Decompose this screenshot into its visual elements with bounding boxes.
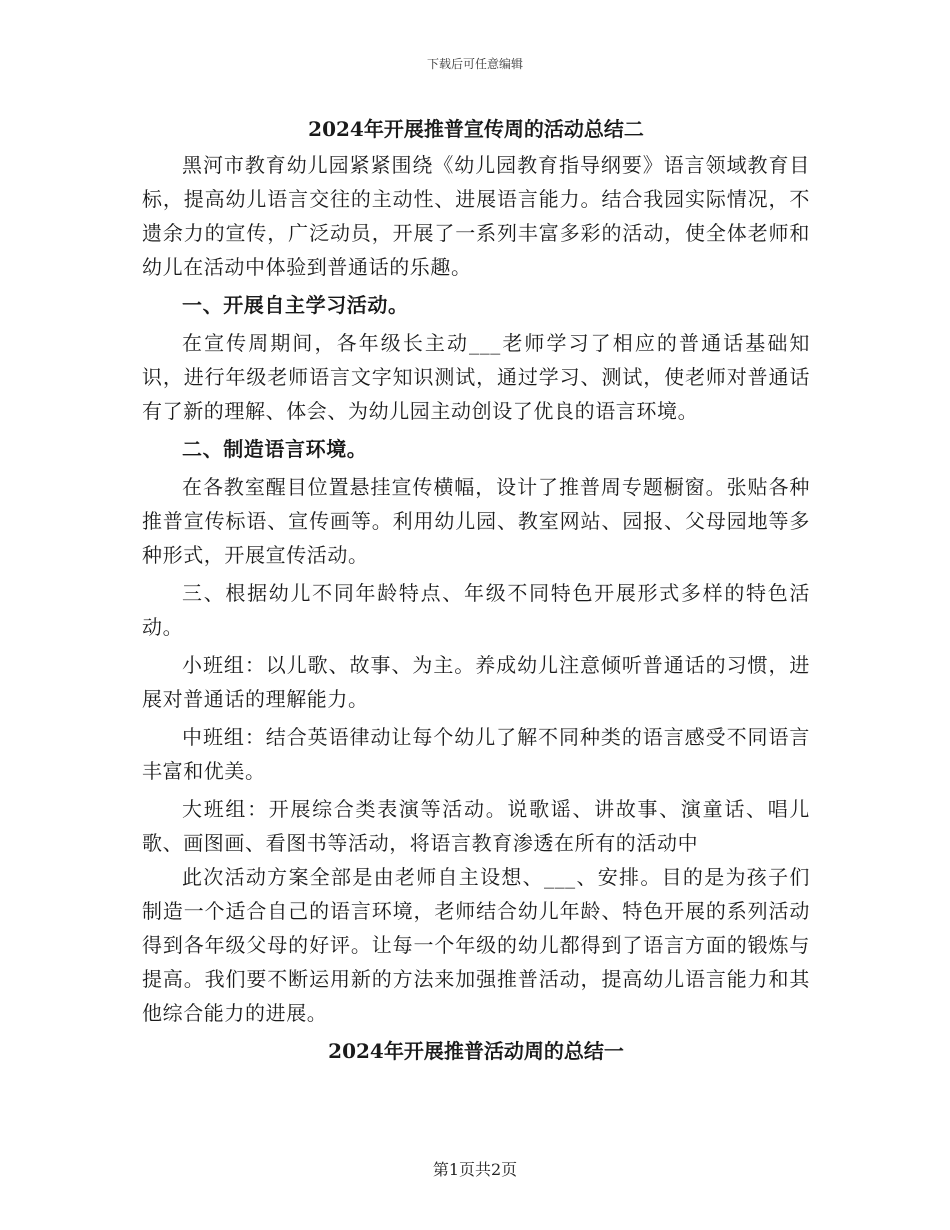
paragraph-conclusion: 此次活动方案全部是由老师自主设想、___、安排。目的是为孩子们制造一个适合自己的语言环境，老师结合幼儿年龄、特色开展的系列活动得到各年级父母的好评。让每一个年级的幼儿都得到了语言方面的锻炼与提高。我们要不断运用新的方法来加强推普活动，提高幼儿语言能力和其他综合能力的进展。 [142,865,810,1025]
paragraph-study: 在宣传周期间，各年级长主动___老师学习了相应的普通话基础知识，进行年级老师语言文字知识测试，通过学习、测试，使老师对普通话有了新的理解、体会、为幼儿园主动创设了优良的语言环境。 [142,331,810,423]
document-body [142,112,810,1070]
paragraph-big-class: 大班组：开展综合类表演等活动。说歌谣、讲故事、演童话、唱儿歌、画图画、看图书等活动，将语言教育渗透在所有的活动中 [142,797,810,855]
document-title: 2024年开展推普宣传周的活动总结二 [308,117,644,141]
header-note: 下载后可任意编辑 [426,57,523,71]
paragraph-intro: 黑河市教育幼儿园紧紧围绕《幼儿园教育指导纲要》语言领域教育目标，提高幼儿语言交往的主动性、进展语言能力。结合我园实际情况，不遗余力的宣传，广泛动员，开展了一系列丰富多彩的活动，使全体老师和幼儿在活动中体验到普通话的乐趣。 [142,153,810,279]
section-heading-2: 二、制造语言环境。 [182,437,368,461]
second-document-title: 2024年开展推普活动周的总结一 [328,1039,624,1063]
page-number: 第1页共2页 [432,1160,518,1179]
paragraph-small-class: 小班组：以儿歌、故事、为主。养成幼儿注意倾听普通话的习惯，进展对普通话的理解能力。 [142,653,810,711]
paragraph-middle-class: 中班组：结合英语律动让每个幼儿了解不同种类的语言感受不同语言丰富和优美。 [142,725,810,783]
paragraph-section-3: 三、根据幼儿不同年龄特点、年级不同特色开展形式多样的特色活动。 [142,581,810,639]
paragraph-environment: 在各教室醒目位置悬挂宣传横幅，设计了推普周专题橱窗。张贴各种推普宣传标语、宣传画等。利用幼儿园、教室网站、园报、父母园地等多种形式，开展宣传活动。 [142,475,810,567]
section-heading-1: 一、开展自主学习活动。 [182,293,409,317]
